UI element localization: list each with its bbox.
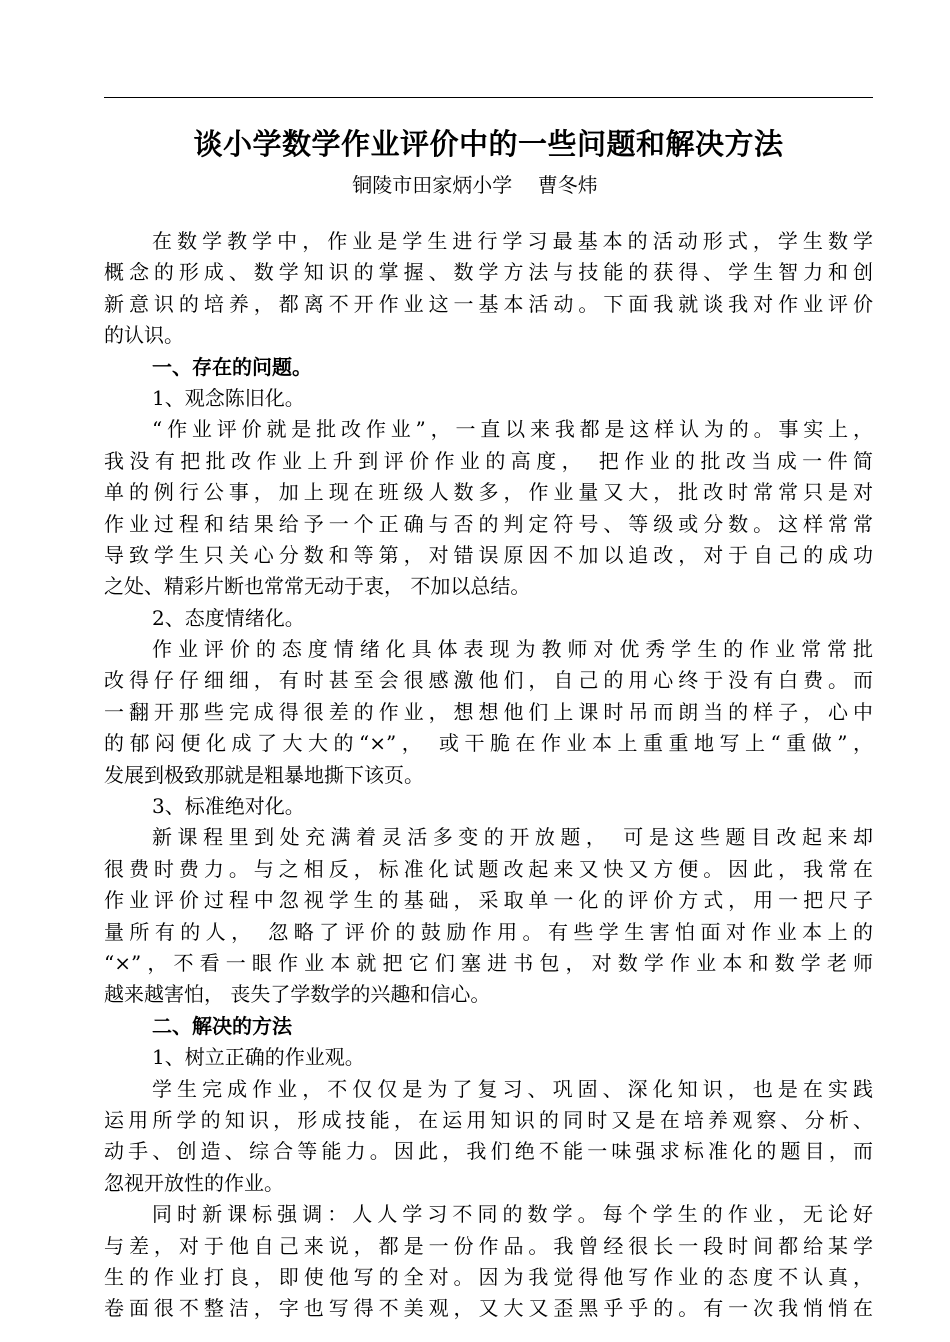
text-line: 作业评价的态度情绪化具体表现为教师对优秀学生的作业常常批 <box>152 637 873 662</box>
text-line: 忽视开放性的作业。 <box>104 1170 284 1195</box>
text-line: 2、态度情绪化。 <box>152 605 305 630</box>
text-line: 1、树立正确的作业观。 <box>152 1045 365 1070</box>
document-title: 谈小学数学作业评价中的一些问题和解决方法 <box>193 127 784 161</box>
text-line: 的认识。 <box>104 323 184 348</box>
header-rule <box>104 97 873 98</box>
text-line: 导致学生只关心分数和等第，对错误原因不加以追改，对于自己的成功 <box>104 542 873 567</box>
document-body <box>104 226 873 1325</box>
text-line: 作业过程和结果给予一个正确与否的判定符号、等级或分数。这样常常 <box>104 511 873 536</box>
text-line: 很费时费力。与之相反，标准化试题改起来又快又方便。因此，我常在 <box>104 856 873 881</box>
text-line: 1、观念陈旧化。 <box>152 385 305 410</box>
text-line: 学生完成作业，不仅仅是为了复习、巩固、深化知识，也是在实践 <box>152 1076 873 1101</box>
section-heading: 一、存在的问题。 <box>152 354 312 379</box>
text-line: 动手、创造、综合等能力。因此，我们绝不能一味强求标准化的题目，而 <box>104 1139 873 1164</box>
text-line: 单的例行公事，加上现在班级人数多，作业量又大，批改时常常只是对 <box>104 480 873 505</box>
text-line: 新意识的培养，都离不开作业这一基本活动。下面我就谈我对作业评价 <box>104 291 873 316</box>
text-line: 3、标准绝对化。 <box>152 794 305 819</box>
text-line: 之处、精彩片断也常常无动于衷， 不加以总结。 <box>104 574 531 599</box>
text-line: 在数学教学中，作业是学生进行学习最基本的活动形式，学生数学 <box>152 229 873 253</box>
text-line: 新课程里到处充满着灵活多变的开放题， 可是这些题目改起来却 <box>152 825 873 850</box>
text-line: 卷面很不整洁，字也写得不美观，又大又歪黑乎乎的。有一次我悄悄在 <box>104 1296 873 1321</box>
text-line: “×”，不看一眼作业本就把它们塞进书包，对数学作业本和数学老师 <box>104 950 873 975</box>
text-line: 发展到极致那就是粗暴地撕下该页。 <box>104 762 424 787</box>
text-line: “作业评价就是批改作业”，一直以来我都是这样认为的。事实上， <box>152 417 873 442</box>
text-line: 概念的形成、数学知识的掌握、数学方法与技能的获得、学生智力和创 <box>104 260 873 285</box>
text-line: 我没有把批改作业上升到评价作业的高度， 把作业的批改当成一件简 <box>104 448 873 473</box>
text-line: 运用所学的知识，形成技能，在运用知识的同时又是在培养观察、分析、 <box>104 1107 873 1132</box>
text-line: 与差，对于他自己来说，都是一份作品。我曾经很长一段时间都给某学 <box>104 1233 873 1258</box>
text-line: 改得仔仔细细，有时甚至会很感激他们，自己的用心终于没有白费。而 <box>104 668 873 693</box>
text-line: 一翻开那些完成得很差的作业，想想他们上课时吊而朗当的样子，心中 <box>104 699 873 724</box>
section-heading: 二、解决的方法 <box>152 1013 292 1038</box>
author-line: 铜陵市田家炳小学 曹冬炜 <box>352 173 598 197</box>
text-line: 量所有的人， 忽略了评价的鼓励作用。有些学生害怕面对作业本上的 <box>104 919 873 944</box>
text-line: 作业评价过程中忽视学生的基础，采取单一化的评价方式，用一把尺子 <box>104 888 873 913</box>
text-line: 生的作业打良，即使他写的全对。因为我觉得他写作业的态度不认真， <box>104 1264 873 1289</box>
text-line: 的郁闷便化成了大大的“×”， 或干脆在作业本上重重地写上“重做”， <box>104 731 873 756</box>
text-line: 同时新课标强调：人人学习不同的数学。每个学生的作业，无论好 <box>152 1202 873 1227</box>
text-line: 越来越害怕， 丧失了学数学的兴趣和信心。 <box>104 982 491 1007</box>
